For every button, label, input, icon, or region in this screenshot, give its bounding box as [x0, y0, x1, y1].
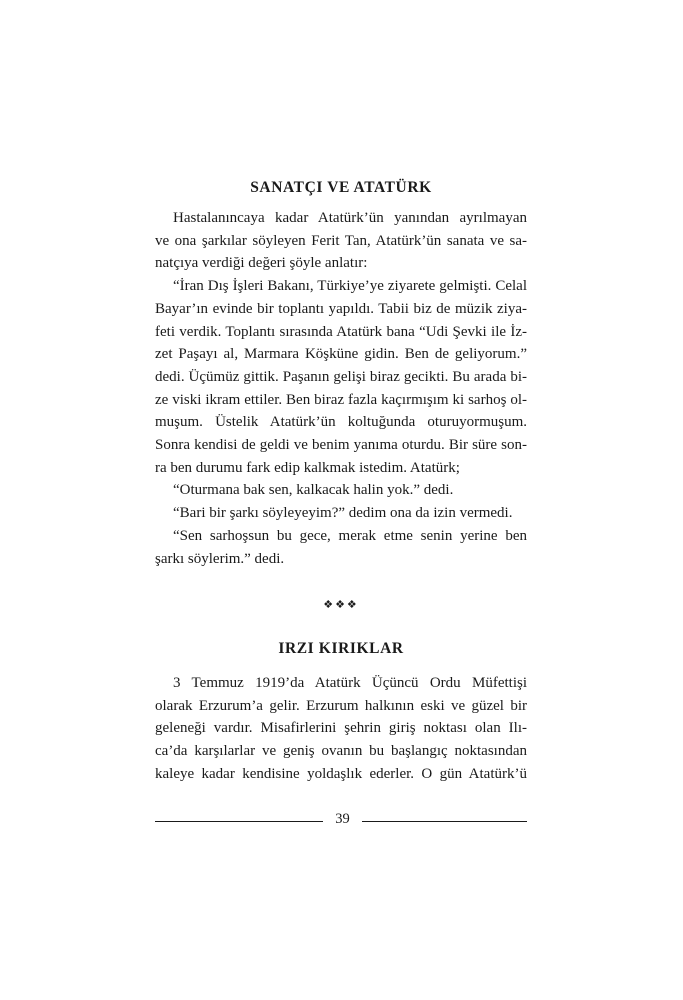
page-number: 39 — [335, 811, 350, 827]
text-line: “İran Dış İşleri Bakanı, Türkiye’ye ziyarete gelmişti. Celal — [173, 278, 527, 295]
text-line: “Bari bir şarkı söyleyeyim?” dedim ona da izin vermedi. — [173, 505, 513, 522]
text-line: ca’da karşılarlar ve geniş ovanın bu başlangıç noktasından — [155, 743, 527, 760]
text-line: “Oturmana bak sen, kalkacak halin yok.” dedi. — [173, 482, 454, 499]
text-line: ze viski ikram ettiler. Ben biraz fazla kaçırmışım ki sarhoş ol- — [155, 391, 527, 408]
section-divider-ornament: ❖❖❖ — [323, 599, 359, 611]
text-line: muşum. Üstelik Atatürk’ün koltuğunda oturuyormuşum. — [155, 414, 527, 431]
section-title-irzi-kiriklar: IRZI KIRIKLAR — [278, 640, 404, 657]
section-body-irzi-kiriklar — [155, 672, 527, 786]
text-line: feti verdik. Toplantı sırasında Atatürk bana “Udi Şevki ile İz- — [155, 323, 527, 340]
text-line: 3 Temmuz 1919’da Atatürk Üçüncü Ordu Müfettişi — [173, 675, 527, 691]
text-line: Sonra kendisi de geldi ve benim yanıma oturdu. Bir süre son- — [155, 437, 527, 454]
text-line: ra ben durumu fark edip kalkmak istedim. Atatürk; — [155, 459, 460, 476]
text-line: natçıya verdiği değeri şöyle anlatır: — [155, 255, 368, 272]
footer-rule-left — [155, 821, 323, 822]
text-line: Hastalanıncaya kadar Atatürk’ün yanından ayrılmayan — [173, 210, 527, 226]
page-footer — [155, 811, 527, 833]
text-line: dedi. Üçümüz gittik. Paşanın gelişi biraz gecikti. Bu arada bi- — [155, 368, 527, 385]
text-line: ve ona şarkılar söyleyen Ferit Tan, Atatürk’ün sanata ve sa- — [155, 232, 527, 249]
text-line: olarak Erzurum’a gelir. Erzurum halkının eski ve güzel bir — [155, 697, 527, 714]
text-line: şarkı söylerim.” dedi. — [155, 550, 285, 567]
text-line: “Sen sarhoşsun bu gece, merak etme senin yerine ben — [173, 527, 527, 544]
section-body-sanatci-ve-ataturk — [155, 207, 527, 570]
text-line: kaleye kadar kendisine yoldaşlık ederler. O gün Atatürk’ü — [155, 765, 527, 782]
footer-rule-right — [362, 821, 527, 822]
text-line: zet Paşayı al, Marmara Köşküne gidin. Ben de geliyorum.” — [155, 346, 527, 363]
section-title-sanatci-ve-ataturk: SANATÇI VE ATATÜRK — [250, 179, 432, 196]
text-line: geleneği vardır. Misafirlerini şehrin giriş noktası olan Ilı- — [155, 720, 527, 737]
text-line: Bayar’ın evinde bir toplantı yapıldı. Tabii biz de müzik ziya- — [155, 300, 527, 317]
